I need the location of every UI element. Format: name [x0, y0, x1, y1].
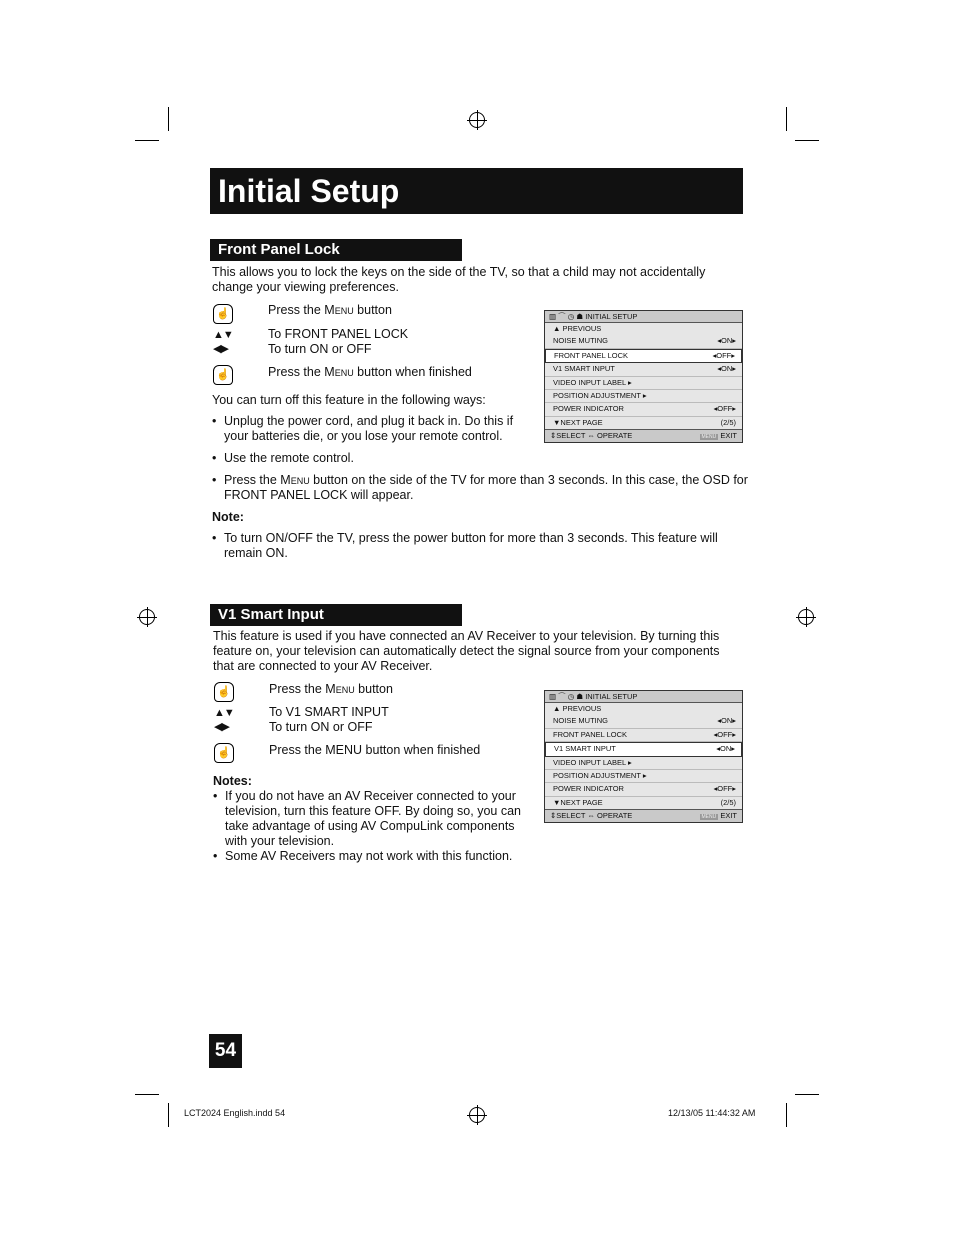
osd-previous-label: ▲ PREVIOUS: [553, 704, 602, 713]
osd-page-indicator: (2/5): [720, 797, 736, 807]
notes-label: Notes:: [213, 774, 252, 788]
crop-mark: [786, 1103, 787, 1127]
osd-row-label: NOISE MUTING: [553, 336, 609, 346]
osd-row: [545, 770, 742, 783]
osd-footer: [545, 809, 742, 822]
osd-select-hint: ⇕SELECT ⇔ OPERATE: [550, 811, 633, 821]
osd-row-value: ◂OFF▸: [713, 404, 736, 414]
osd-header: [545, 691, 742, 703]
osd-row: [545, 335, 742, 348]
left-right-arrows-icon: ◀▶: [213, 343, 228, 355]
menu-word: Menu: [324, 365, 354, 379]
note-item: • If you do not have an AV Receiver connected to your television, turn this feature OFF. By doing so, you can take advantage of using AV CompuLink components with your television.: [213, 789, 540, 849]
osd-title: INITIAL SETUP: [585, 312, 638, 321]
note-item: • To turn ON/OFF the TV, press the power button for more than 3 seconds. This feature will remain ON.: [212, 531, 739, 561]
text: Press the: [269, 682, 326, 696]
text: button when finished: [353, 365, 472, 379]
remote-hand-icon: ☝: [213, 365, 233, 385]
menu-tag: MENU: [701, 814, 717, 821]
osd-row-value: ◂OFF▸: [712, 350, 735, 360]
ways-text: You can turn off this feature in the following ways:: [212, 393, 486, 407]
osd-row-label: POSITION ADJUSTMENT ▸: [553, 390, 647, 400]
osd-row: [545, 390, 742, 403]
text: Press the: [268, 303, 325, 317]
osd-row-label: FRONT PANEL LOCK: [554, 350, 629, 360]
section-heading-v1-smart-input: V1 Smart Input: [210, 604, 462, 626]
remote-hand-icon: ☝: [213, 304, 233, 324]
osd-row-value: ◂ON▸: [717, 716, 736, 726]
osd-row: [545, 377, 742, 390]
osd-previous-label: ▲ PREVIOUS: [553, 324, 602, 333]
text: button: [353, 303, 392, 317]
osd-footer: [545, 429, 742, 442]
menu-tag: MENU: [701, 434, 717, 441]
registration-mark-icon: [798, 609, 814, 625]
step-press-menu: [269, 682, 393, 697]
osd-tab-icons: ▥ ⌒ ◷ ☗: [549, 312, 586, 321]
remote-hand-icon: ☝: [214, 743, 234, 763]
section-heading-front-panel-lock: Front Panel Lock: [210, 239, 462, 261]
osd-row-label: POWER INDICATOR: [553, 784, 624, 794]
osd-row-label: V1 SMART INPUT: [553, 364, 615, 374]
note-item: • Some AV Receivers may not work with this function.: [213, 849, 540, 864]
osd-row: [545, 403, 742, 416]
step-finish: [268, 365, 472, 380]
note-label: Note:: [212, 510, 244, 524]
date-slug: 12/13/05 11:44:32 AM: [668, 1108, 756, 1118]
osd-row: [545, 742, 742, 756]
registration-mark-icon: [469, 1107, 485, 1123]
crop-mark: [135, 140, 159, 141]
remote-hand-icon: ☝: [214, 682, 234, 702]
osd-header: [545, 311, 742, 323]
osd-select-hint: ⇕SELECT ⇔ OPERATE: [550, 431, 633, 441]
osd-row-value: ◂OFF▸: [713, 729, 736, 739]
menu-word: Menu: [325, 682, 355, 696]
osd-row-label: NOISE MUTING: [553, 716, 609, 726]
osd-row-value: ◂ON▸: [717, 336, 736, 346]
osd-next-label: ▼NEXT PAGE: [553, 417, 603, 427]
osd-exit-hint: [700, 430, 738, 442]
osd-row-label: FRONT PANEL LOCK: [553, 729, 628, 739]
osd-title: INITIAL SETUP: [585, 692, 638, 701]
osd-page-indicator: (2/5): [720, 417, 736, 427]
crop-mark: [795, 140, 819, 141]
crop-mark: [135, 1094, 159, 1095]
registration-mark-icon: [139, 609, 155, 625]
osd-row: [545, 363, 742, 376]
left-right-arrows-icon: ◀▶: [214, 721, 229, 733]
osd-row-label: V1 SMART INPUT: [554, 744, 616, 754]
intro-text: This allows you to lock the keys on the side of the TV, so that a child may not accidentally change your viewing preferences.: [212, 265, 706, 294]
osd-next-page: [545, 417, 742, 429]
step-toggle: To turn ON or OFF: [269, 720, 373, 734]
osd-row-label: POSITION ADJUSTMENT ▸: [553, 770, 647, 780]
crop-mark: [795, 1094, 819, 1095]
osd-row: [545, 715, 742, 728]
osd-row-value: ◂ON▸: [717, 364, 736, 374]
osd-next-page: [545, 797, 742, 809]
osd-previous: [545, 323, 742, 335]
up-down-arrows-icon: ▲▼: [214, 707, 234, 719]
osd-row-label: POWER INDICATOR: [553, 404, 624, 414]
osd-menu-front-panel-lock: [544, 310, 743, 443]
text: button: [354, 682, 393, 696]
bullet-item: • Unplug the power cord, and plug it back in. Do this if your batteries die, or you lose your remote control.: [212, 414, 524, 444]
exit-label: EXIT: [720, 811, 737, 821]
page-title: Initial Setup: [210, 168, 743, 214]
step-press-menu: [268, 303, 392, 318]
text: button on the side of the TV for more than 3 seconds. In this case, the OSD for FRONT PANEL LOCK will appear.: [224, 473, 748, 502]
menu-word: Menu: [280, 473, 310, 487]
crop-mark: [168, 1103, 169, 1127]
osd-menu-v1-smart-input: [544, 690, 743, 823]
text: Press the: [268, 365, 325, 379]
intro-text: This feature is used if you have connected an AV Receiver to your television. By turning this feature on, your television can automatically detect the signal source from your components that are connected to your AV Receiver.: [213, 629, 720, 673]
up-down-arrows-icon: ▲▼: [213, 329, 233, 341]
text: Press the: [224, 473, 281, 487]
osd-row: [545, 349, 742, 363]
step-select: To FRONT PANEL LOCK: [268, 327, 409, 341]
registration-mark-icon: [469, 112, 485, 128]
step-finish: Press the MENU button when finished: [269, 743, 481, 757]
osd-row-label: VIDEO INPUT LABEL ▸: [553, 757, 632, 767]
menu-word: Menu: [324, 303, 354, 317]
bullet-item: [212, 473, 749, 503]
crop-mark: [168, 107, 169, 131]
osd-row: [545, 783, 742, 796]
osd-exit-hint: [700, 810, 738, 822]
osd-row-value: ◂ON▸: [716, 744, 735, 754]
crop-mark: [786, 107, 787, 131]
file-slug: LCT2024 English.indd 54: [184, 1108, 286, 1118]
osd-row: [545, 729, 742, 742]
exit-label: EXIT: [720, 431, 737, 441]
osd-row: [545, 757, 742, 770]
osd-next-label: ▼NEXT PAGE: [553, 797, 603, 807]
bullet-item: • Use the remote control.: [212, 451, 524, 466]
osd-row-label: VIDEO INPUT LABEL ▸: [553, 377, 632, 387]
osd-row-value: ◂OFF▸: [713, 784, 736, 794]
step-select: To V1 SMART INPUT: [269, 705, 389, 719]
osd-previous: [545, 703, 742, 715]
step-toggle: To turn ON or OFF: [268, 342, 372, 356]
osd-tab-icons: ▥ ⌒ ◷ ☗: [549, 692, 586, 701]
page-number: 54: [209, 1034, 242, 1068]
